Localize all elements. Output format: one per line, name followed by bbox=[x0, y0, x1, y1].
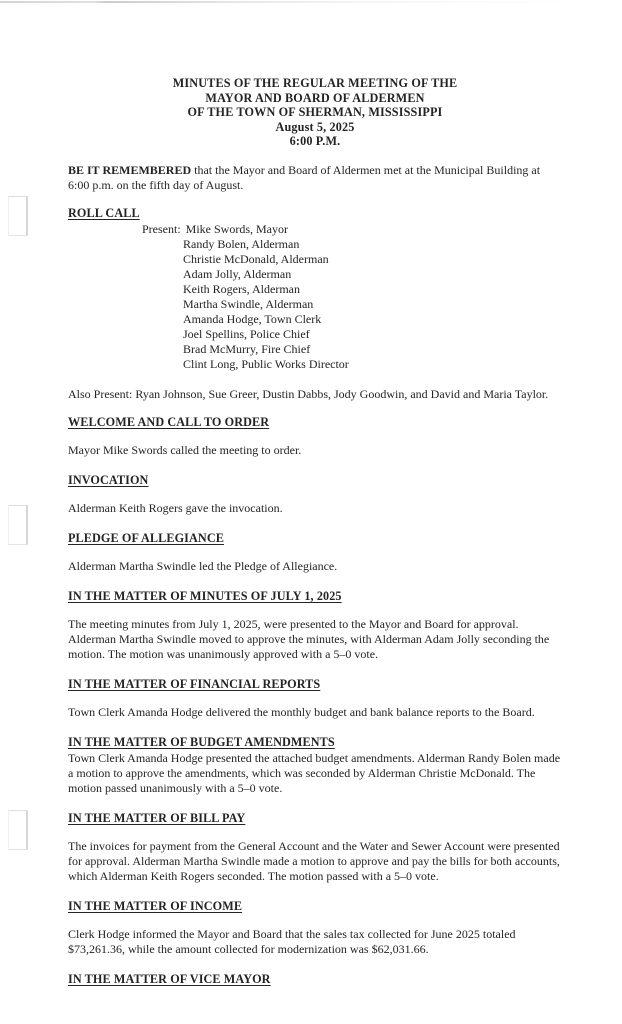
section-heading: WELCOME AND CALL TO ORDER bbox=[68, 414, 270, 429]
attendee-row: Clint Long, Public Works Director bbox=[183, 356, 349, 371]
attendee-row: Adam Jolly, Alderman bbox=[183, 266, 292, 281]
section-paragraph: The meeting minutes from July 1, 2025, were presented to the Mayor and Board for approval. Alderman Martha Swindle moved to approve the minutes, with Alderman Adam Jolly seconding the motion. The motion was unanimously approved with a 5–0 vote. bbox=[68, 616, 550, 661]
attendee-row: Brad McMurry, Fire Chief bbox=[183, 341, 311, 356]
section-vice-mayor bbox=[68, 972, 562, 987]
section-paragraph: The invoices for payment from the General Account and the Water and Sewer Account were presented for approval. Alderman Martha Swindle made a motion to approve and pay the bills for both accounts, which Alderman Keith Rogers seconded. The motion passed with a 5–0 vote. bbox=[68, 838, 560, 883]
section-invocation bbox=[68, 473, 562, 516]
section-heading: PLEDGE OF ALLEGIANCE bbox=[68, 530, 224, 545]
attendee-row: Randy Bolen, Alderman bbox=[183, 236, 300, 251]
section-heading: IN THE MATTER OF BILL PAY bbox=[68, 810, 246, 825]
section-paragraph: Clerk Hodge informed the Mayor and Board that the sales tax collected for June 2025 totaled $73,261.36, while the amount collected for modernization was $62,031.66. bbox=[68, 926, 516, 956]
section-heading: IN THE MATTER OF BUDGET AMENDMENTS bbox=[68, 734, 335, 749]
section-income bbox=[68, 899, 562, 957]
section-heading: IN THE MATTER OF VICE MAYOR bbox=[68, 971, 271, 986]
attendee-name: Mike Swords, Mayor bbox=[185, 221, 288, 236]
attendee-row: Amanda Hodge, Town Clerk bbox=[183, 311, 322, 326]
section-heading: IN THE MATTER OF INCOME bbox=[68, 898, 243, 913]
section-heading: IN THE MATTER OF MINUTES OF JULY 1, 2025 bbox=[68, 588, 342, 603]
roll-call-list bbox=[68, 222, 562, 372]
section-budget-amendments bbox=[68, 735, 562, 796]
section-bill-pay bbox=[68, 811, 562, 884]
also-present-line: Also Present: Ryan Johnson, Sue Greer, Dustin Dabbs, Jody Goodwin, and David and Maria Taylor. bbox=[68, 386, 549, 401]
attendee-row: Joel Spellins, Police Chief bbox=[183, 326, 310, 341]
intro-rest: that the Mayor and Board of Aldermen met at the Municipal Building at 6:00 p.m. on the fifth day of August. bbox=[68, 162, 541, 192]
title-line-2: MAYOR AND BOARD OF ALDERMEN bbox=[205, 90, 425, 105]
attendee-row: Martha Swindle, Alderman bbox=[183, 296, 314, 311]
section-paragraph: Mayor Mike Swords called the meeting to order. bbox=[68, 442, 302, 457]
title-line-time: 6:00 P.M. bbox=[289, 134, 341, 149]
section-paragraph: Alderman Keith Rogers gave the invocation. bbox=[68, 500, 283, 515]
attendee-row: Christie McDonald, Alderman bbox=[183, 251, 329, 266]
section-heading: IN THE MATTER OF FINANCIAL REPORTS bbox=[68, 676, 321, 691]
section-pledge bbox=[68, 531, 562, 574]
attendee-row bbox=[68, 222, 562, 237]
document-title bbox=[68, 76, 562, 149]
attendee-row: Keith Rogers, Alderman bbox=[183, 281, 300, 296]
section-paragraph: Alderman Martha Swindle led the Pledge of Allegiance. bbox=[68, 558, 338, 573]
section-minutes-july bbox=[68, 589, 562, 662]
section-welcome bbox=[68, 415, 562, 458]
title-line-date: August 5, 2025 bbox=[275, 119, 355, 134]
section-financial-reports bbox=[68, 677, 562, 720]
present-label: Present: bbox=[142, 221, 181, 236]
intro-lead-bold: BE IT REMEMBERED bbox=[68, 162, 192, 177]
intro-paragraph bbox=[68, 163, 562, 193]
section-paragraph: Town Clerk Amanda Hodge presented the attached budget amendments. Alderman Randy Bolen made a motion to approve the amendments, which was seconded by Alderman Christie McDonald. The motion passed unanimously with a 5–0 vote. bbox=[68, 750, 561, 795]
roll-call-heading: ROLL CALL bbox=[68, 205, 140, 220]
title-line-3: OF THE TOWN OF SHERMAN, MISSISSIPPI bbox=[187, 105, 443, 120]
title-line-1: MINUTES OF THE REGULAR MEETING OF THE bbox=[172, 76, 458, 90]
section-paragraph: Town Clerk Amanda Hodge delivered the monthly budget and bank balance reports to the Board. bbox=[68, 704, 535, 719]
section-heading: INVOCATION bbox=[68, 472, 149, 487]
